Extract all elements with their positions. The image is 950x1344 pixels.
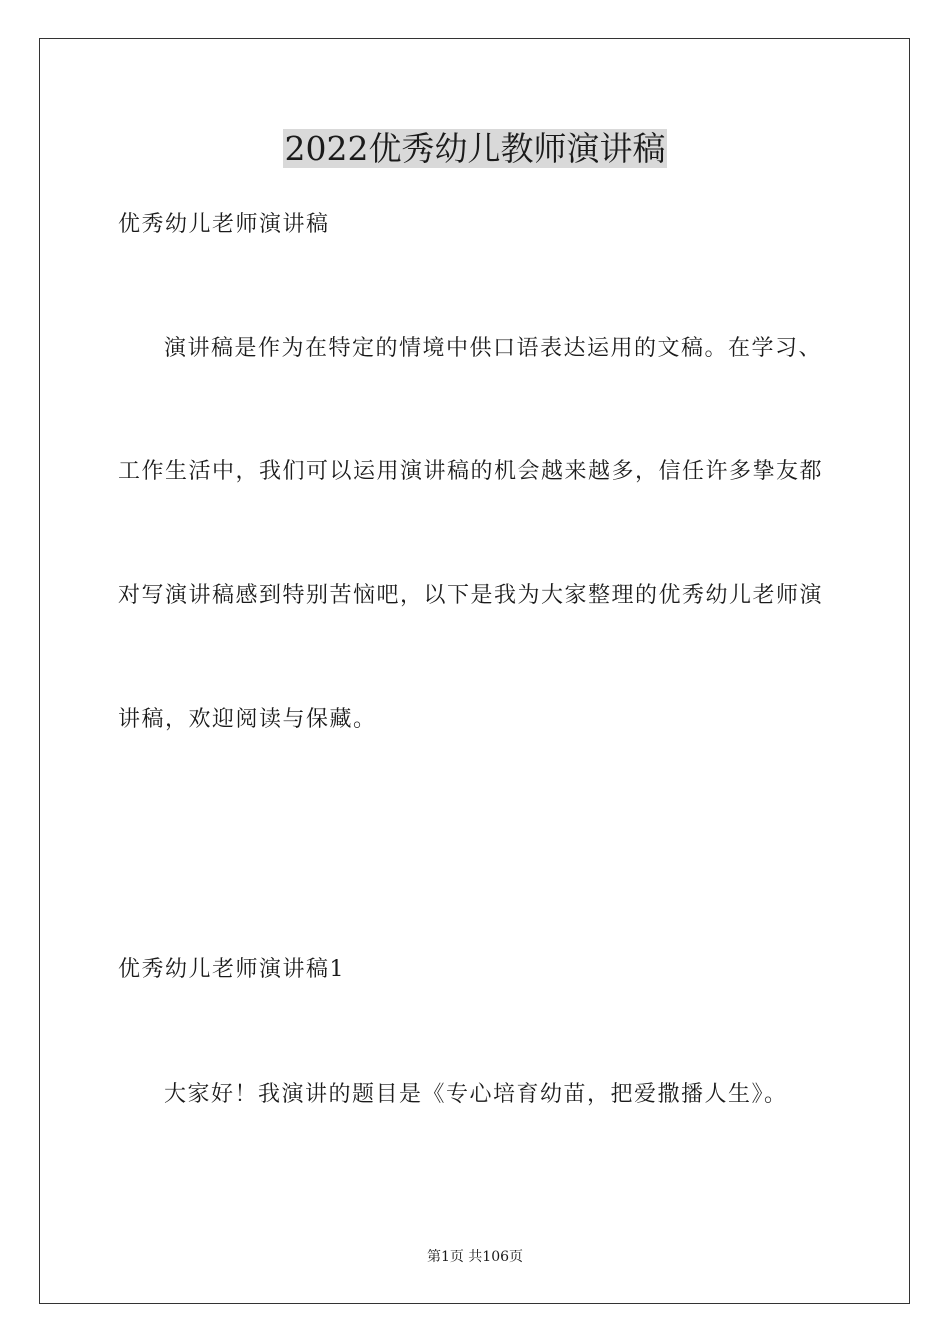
intro-line-2: 工作生活中，我们可以运用演讲稿的机会越来越多，信任许多挚友都 bbox=[118, 459, 824, 484]
document-title bbox=[0, 128, 950, 170]
intro-line-1: 演讲稿是作为在特定的情境中供口语表达运用的文稿。在学习、 bbox=[164, 336, 823, 361]
section-first-line: 大家好！我演讲的题目是《专心培育幼苗，把爱撒播人生》。 bbox=[164, 1082, 788, 1107]
document-title-text: 2022优秀幼儿教师演讲稿 bbox=[284, 129, 666, 168]
intro-line-4: 讲稿，欢迎阅读与保藏。 bbox=[118, 707, 377, 732]
intro-line-3: 对写演讲稿感到特别苦恼吧，以下是我为大家整理的优秀幼儿老师演 bbox=[118, 583, 824, 608]
page-number-footer: 第1页 共106页 bbox=[426, 1249, 524, 1265]
section-heading: 优秀幼儿老师演讲稿1 bbox=[118, 957, 345, 982]
document-subtitle: 优秀幼儿老师演讲稿 bbox=[118, 212, 330, 237]
